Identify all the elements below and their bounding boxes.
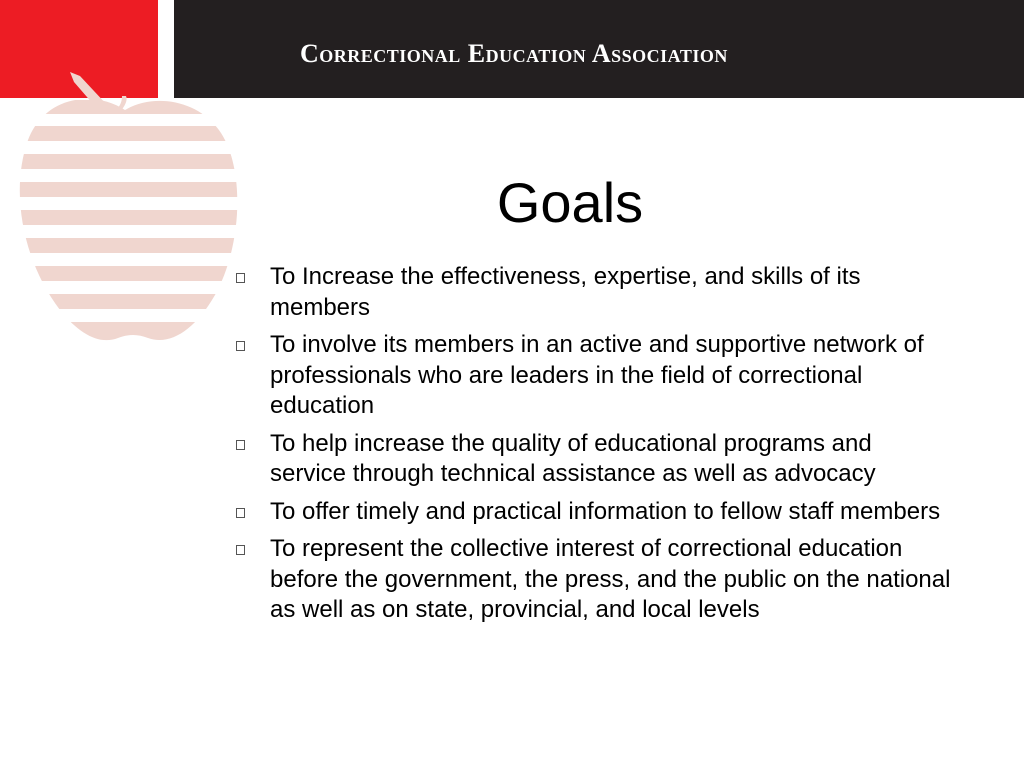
bullet-text: To help increase the quality of educational programs and service through technical assistance as well as advocacy [270, 429, 876, 487]
apple-icon [0, 60, 250, 350]
list-item [232, 330, 952, 422]
bullet-text: To represent the collective interest of correctional education before the government, the press, and the public on the national as well as on state, provincial, and local levels [270, 535, 951, 623]
bullet-text: To Increase the effectiveness, expertise, and skills of its members [270, 263, 861, 321]
bullet-text: To offer timely and practical information to fellow staff members [270, 497, 941, 525]
square-bullet-icon [232, 330, 270, 360]
slide-title: Goals [496, 171, 644, 234]
bullet-text: To involve its members in an active and supportive network of professionals who are leaders in the field of correctional education [270, 331, 924, 419]
goals-list [232, 262, 952, 633]
list-item [232, 497, 952, 528]
list-item [232, 534, 952, 626]
square-bullet-icon [232, 534, 270, 564]
organization-name: Correctional Education Association [300, 39, 728, 68]
square-bullet-icon [232, 262, 270, 292]
square-bullet-icon [232, 429, 270, 459]
square-bullet-icon [232, 497, 270, 527]
list-item [232, 262, 952, 323]
list-item [232, 429, 952, 490]
